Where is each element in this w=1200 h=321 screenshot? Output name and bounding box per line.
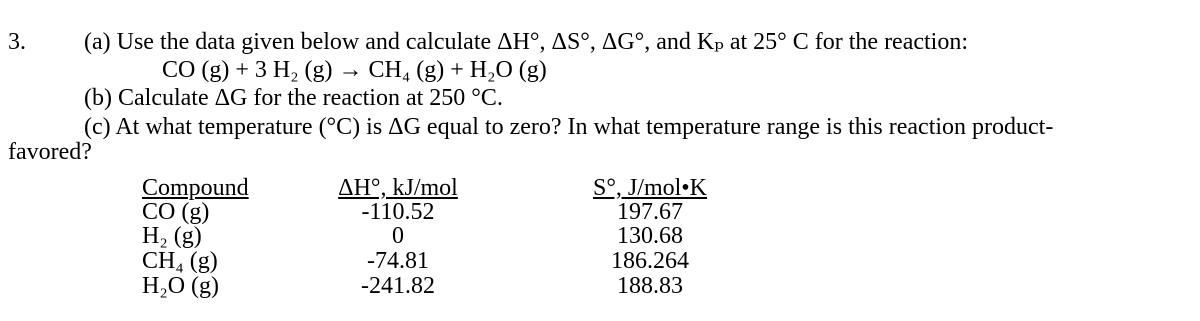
part-a-text: (a) Use the data given below and calculate ΔH°, ΔS°, ΔG°, and Kₚ at 25° C for the reaction: — [84, 29, 969, 55]
row-entropy: 188.83 — [617, 273, 683, 299]
row-compound: CH₄ (g) — [142, 248, 218, 274]
part-b-text: (b) Calculate ΔG for the reaction at 250 °C. — [84, 85, 503, 111]
row-compound: CO (g) — [142, 199, 210, 225]
part-c-continuation: favored? — [8, 139, 92, 165]
row-enthalpy: 0 — [392, 223, 404, 249]
row-compound: H₂ (g) — [142, 223, 202, 249]
row-enthalpy: -74.81 — [367, 248, 429, 274]
row-entropy: 130.68 — [617, 223, 683, 249]
problem-number: 3. — [8, 29, 26, 55]
header-entropy: S°, J/mol•K — [592, 175, 708, 201]
row-compound: H₂O (g) — [142, 273, 220, 299]
reaction-equation: CO (g) + 3 H₂ (g) → CH₄ (g) + H₂O (g) — [162, 57, 547, 83]
row-entropy: 186.264 — [611, 248, 689, 274]
header-compound: Compound — [142, 175, 249, 201]
row-enthalpy: -241.82 — [361, 273, 435, 299]
row-enthalpy: -110.52 — [361, 199, 435, 225]
header-enthalpy: ΔH°, kJ/mol — [338, 175, 458, 201]
part-c-text: (c) At what temperature (°C) is ΔG equal to zero? In what temperature range is this reaction product- — [84, 114, 1054, 140]
row-entropy: 197.67 — [617, 199, 683, 225]
